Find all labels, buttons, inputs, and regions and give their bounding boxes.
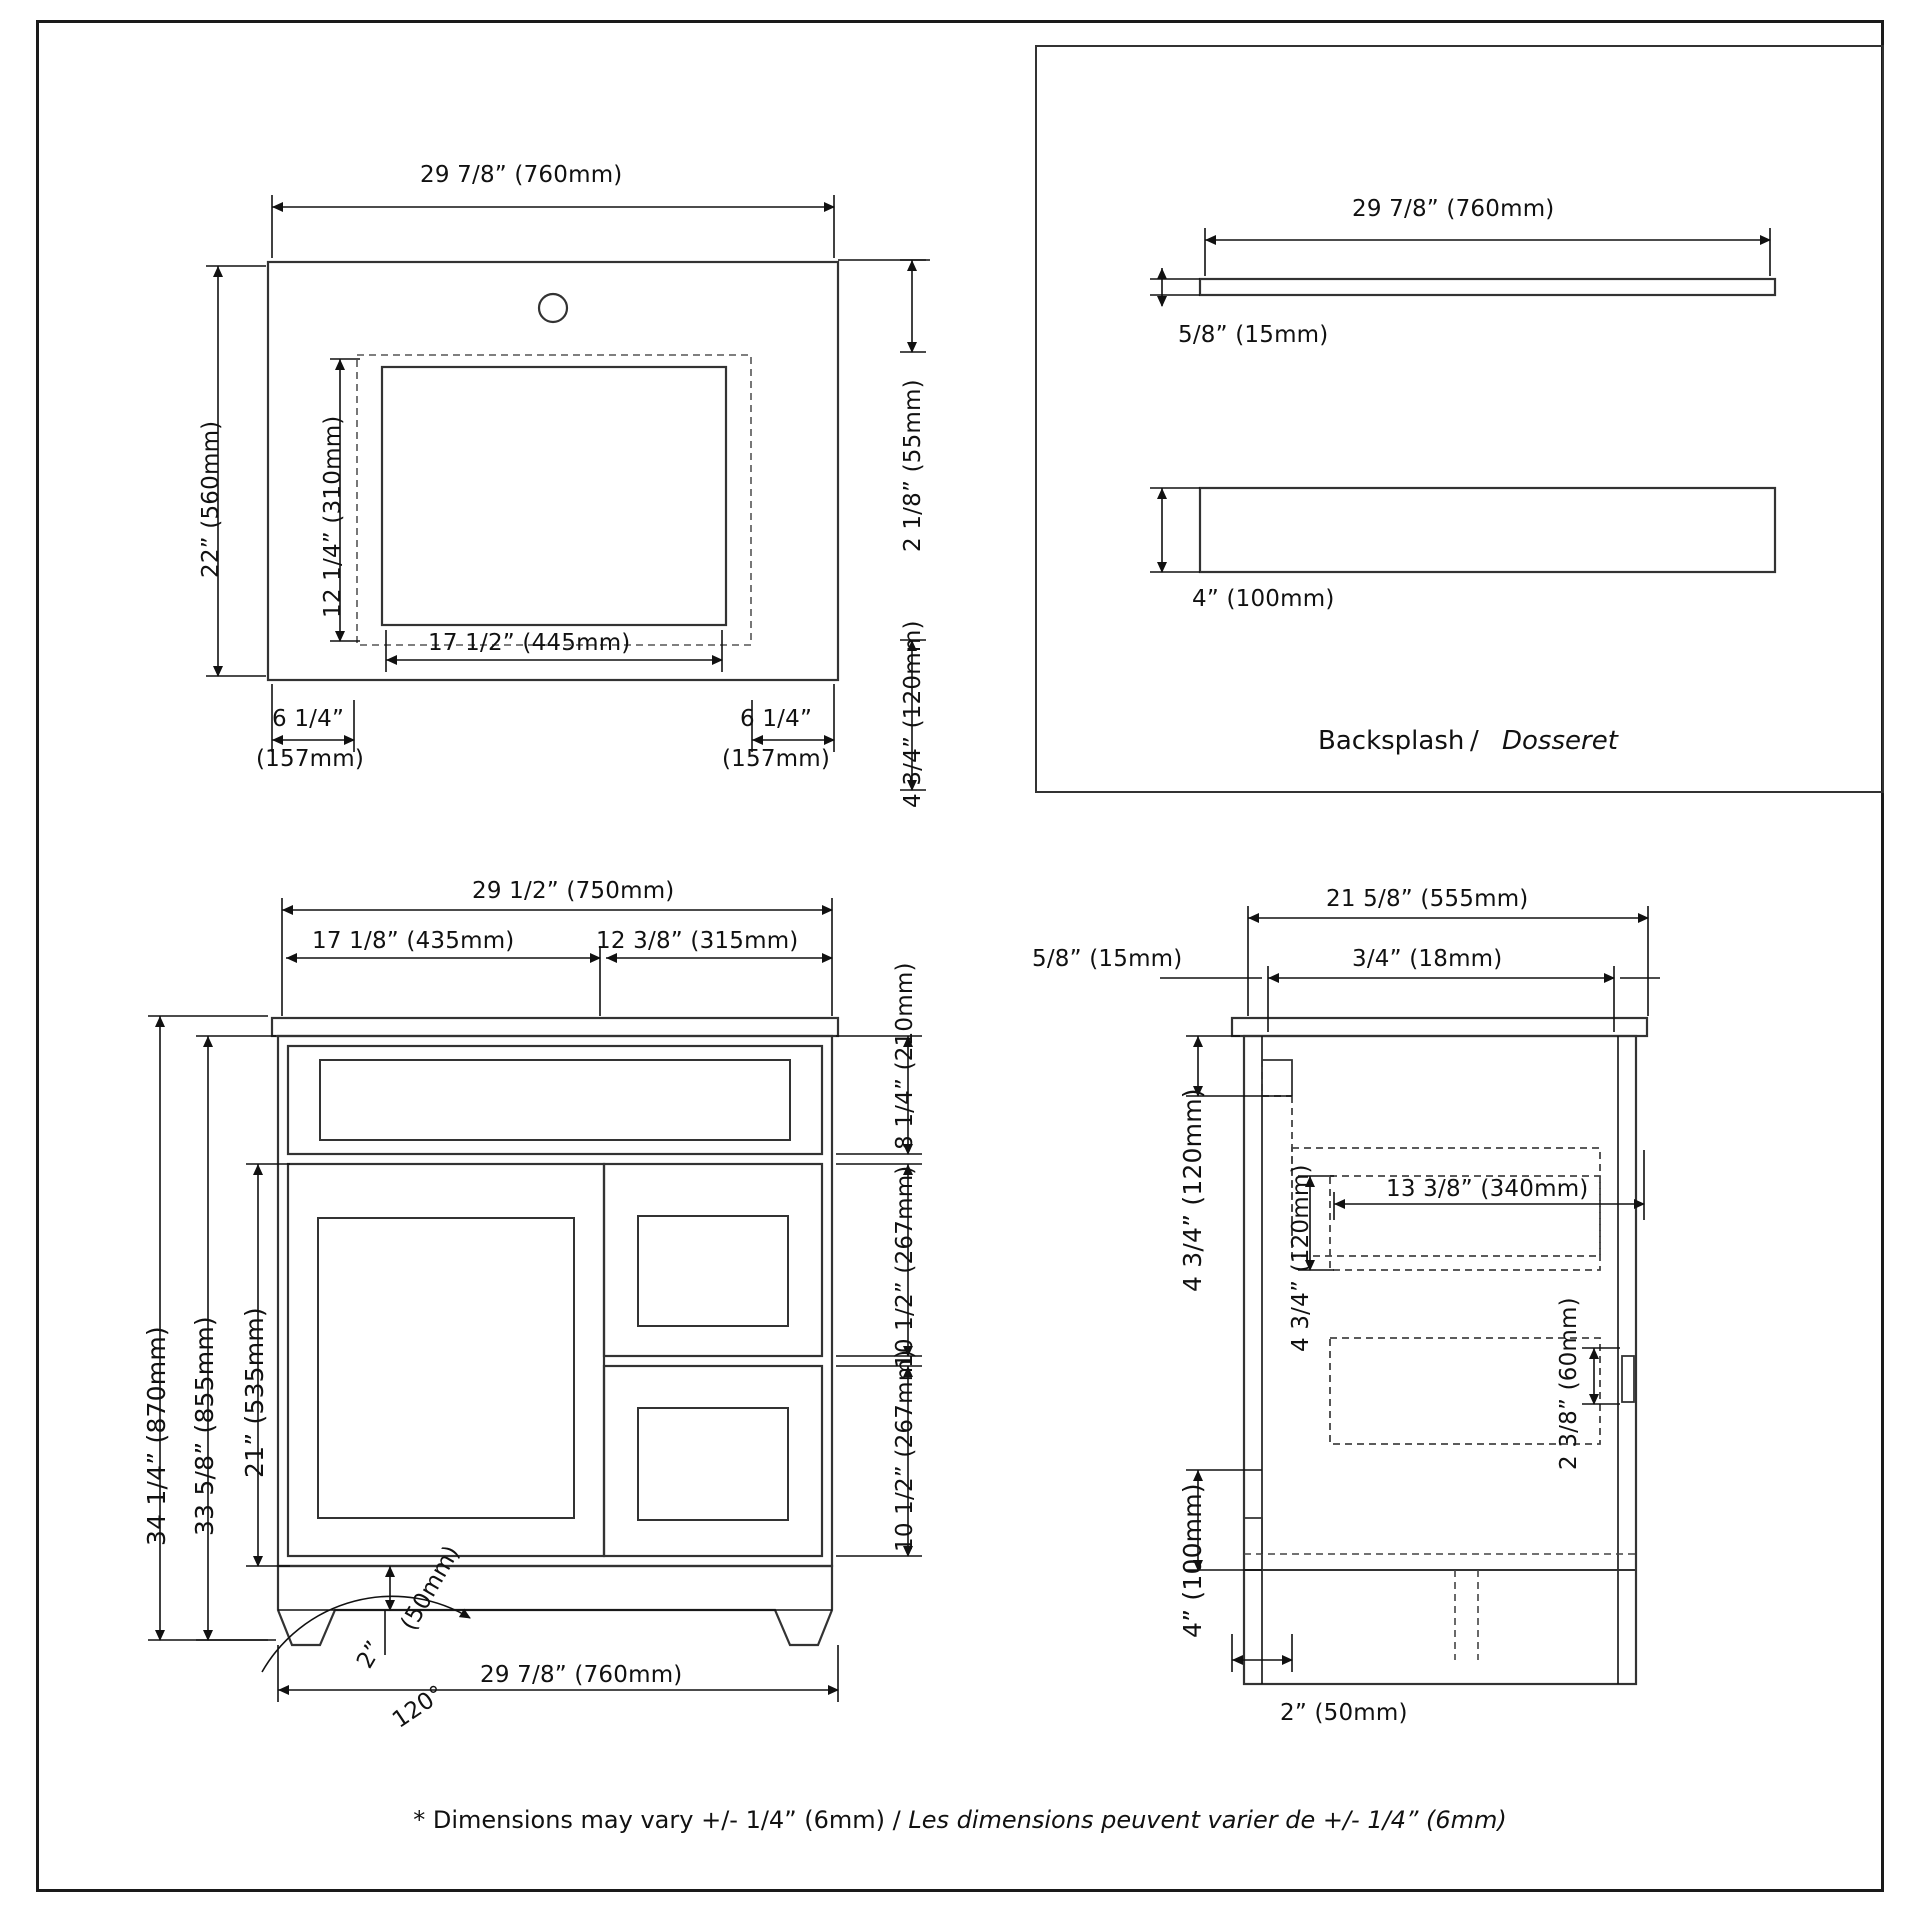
backsplash-width-label: 29 7/8” (760mm) [1352, 196, 1555, 222]
top-view-width-label: 29 7/8” (760mm) [420, 162, 623, 188]
backsplash-panel-border [1035, 45, 1884, 793]
side-toe-label: 2” (50mm) [1280, 1700, 1408, 1726]
front-door-width-label: 17 1/8” (435mm) [312, 928, 515, 954]
backsplash-caption-separator: / [1470, 726, 1479, 756]
backsplash-thickness-label: 5/8” (15mm) [1178, 322, 1329, 348]
front-toe-angle-label: 120° [388, 1680, 450, 1734]
side-depth-label: 21 5/8” (555mm) [1326, 886, 1529, 912]
footer-note-en: * Dimensions may vary +/- 1/4” (6mm) / [413, 1806, 909, 1834]
top-view-bowl-depth-label: 12 1/4” (310mm) [320, 415, 346, 618]
backsplash-caption-fr: Dosseret [1502, 726, 1618, 756]
front-total-width-label: 29 1/2” (750mm) [472, 878, 675, 904]
front-cabinet-height-label: 33 5/8” (855mm) [190, 1316, 219, 1536]
top-view-back-edge-label: 2 1/8” (55mm) [900, 379, 926, 552]
footer-note [36, 1806, 1884, 1834]
backsplash-caption-en: Backsplash [1318, 726, 1465, 756]
side-base-label: 4” (100mm) [1178, 1483, 1207, 1638]
top-view-right-offset-line2: (157mm) [722, 746, 831, 772]
top-view-bowl-width-label: 17 1/2” (445mm) [428, 630, 631, 656]
side-drawer-depth-label: 13 3/8” (340mm) [1386, 1176, 1589, 1202]
front-total-height-label: 34 1/4” (870mm) [142, 1326, 171, 1546]
front-mid-drawer-height-label: 10 1/2” (267mm) [892, 1165, 918, 1368]
side-top-overhang-label: 5/8” (15mm) [1032, 946, 1183, 972]
top-view-left-offset-line2: (157mm) [256, 746, 365, 772]
top-view-left-offset-line1: 6 1/4” [272, 706, 345, 732]
side-slide-label: 2 3/8” (60mm) [1556, 1297, 1582, 1470]
side-panel-thickness-label: 3/4” (18mm) [1352, 946, 1503, 972]
backsplash-height-label: 4” (100mm) [1192, 586, 1335, 612]
front-toe-height-line2: (50mm) [396, 1541, 466, 1635]
front-top-drawer-height-label: 8 1/4” (210mm) [892, 962, 918, 1150]
front-base-width-label: 29 7/8” (760mm) [480, 1662, 683, 1688]
top-view-front-edge-label: 4 3/4” (120mm) [900, 620, 926, 808]
front-drawer-width-label: 12 3/8” (315mm) [596, 928, 799, 954]
front-toe-height-line1: 2” [352, 1636, 388, 1673]
top-view-depth-label: 22” (560mm) [198, 420, 224, 578]
front-bottom-drawer-height-label: 10 1/2” (267mm) [892, 1349, 918, 1552]
side-drawer-height-label: 4 3/4” (120mm) [1288, 1164, 1314, 1352]
footer-note-fr: Les dimensions peuvent varier de +/- 1/4” (6mm) [908, 1806, 1507, 1834]
top-view-right-offset-line1: 6 1/4” [740, 706, 813, 732]
front-body-height-label: 21” (535mm) [240, 1307, 269, 1478]
side-top-gap-label: 4 3/4” (120mm) [1178, 1088, 1207, 1292]
